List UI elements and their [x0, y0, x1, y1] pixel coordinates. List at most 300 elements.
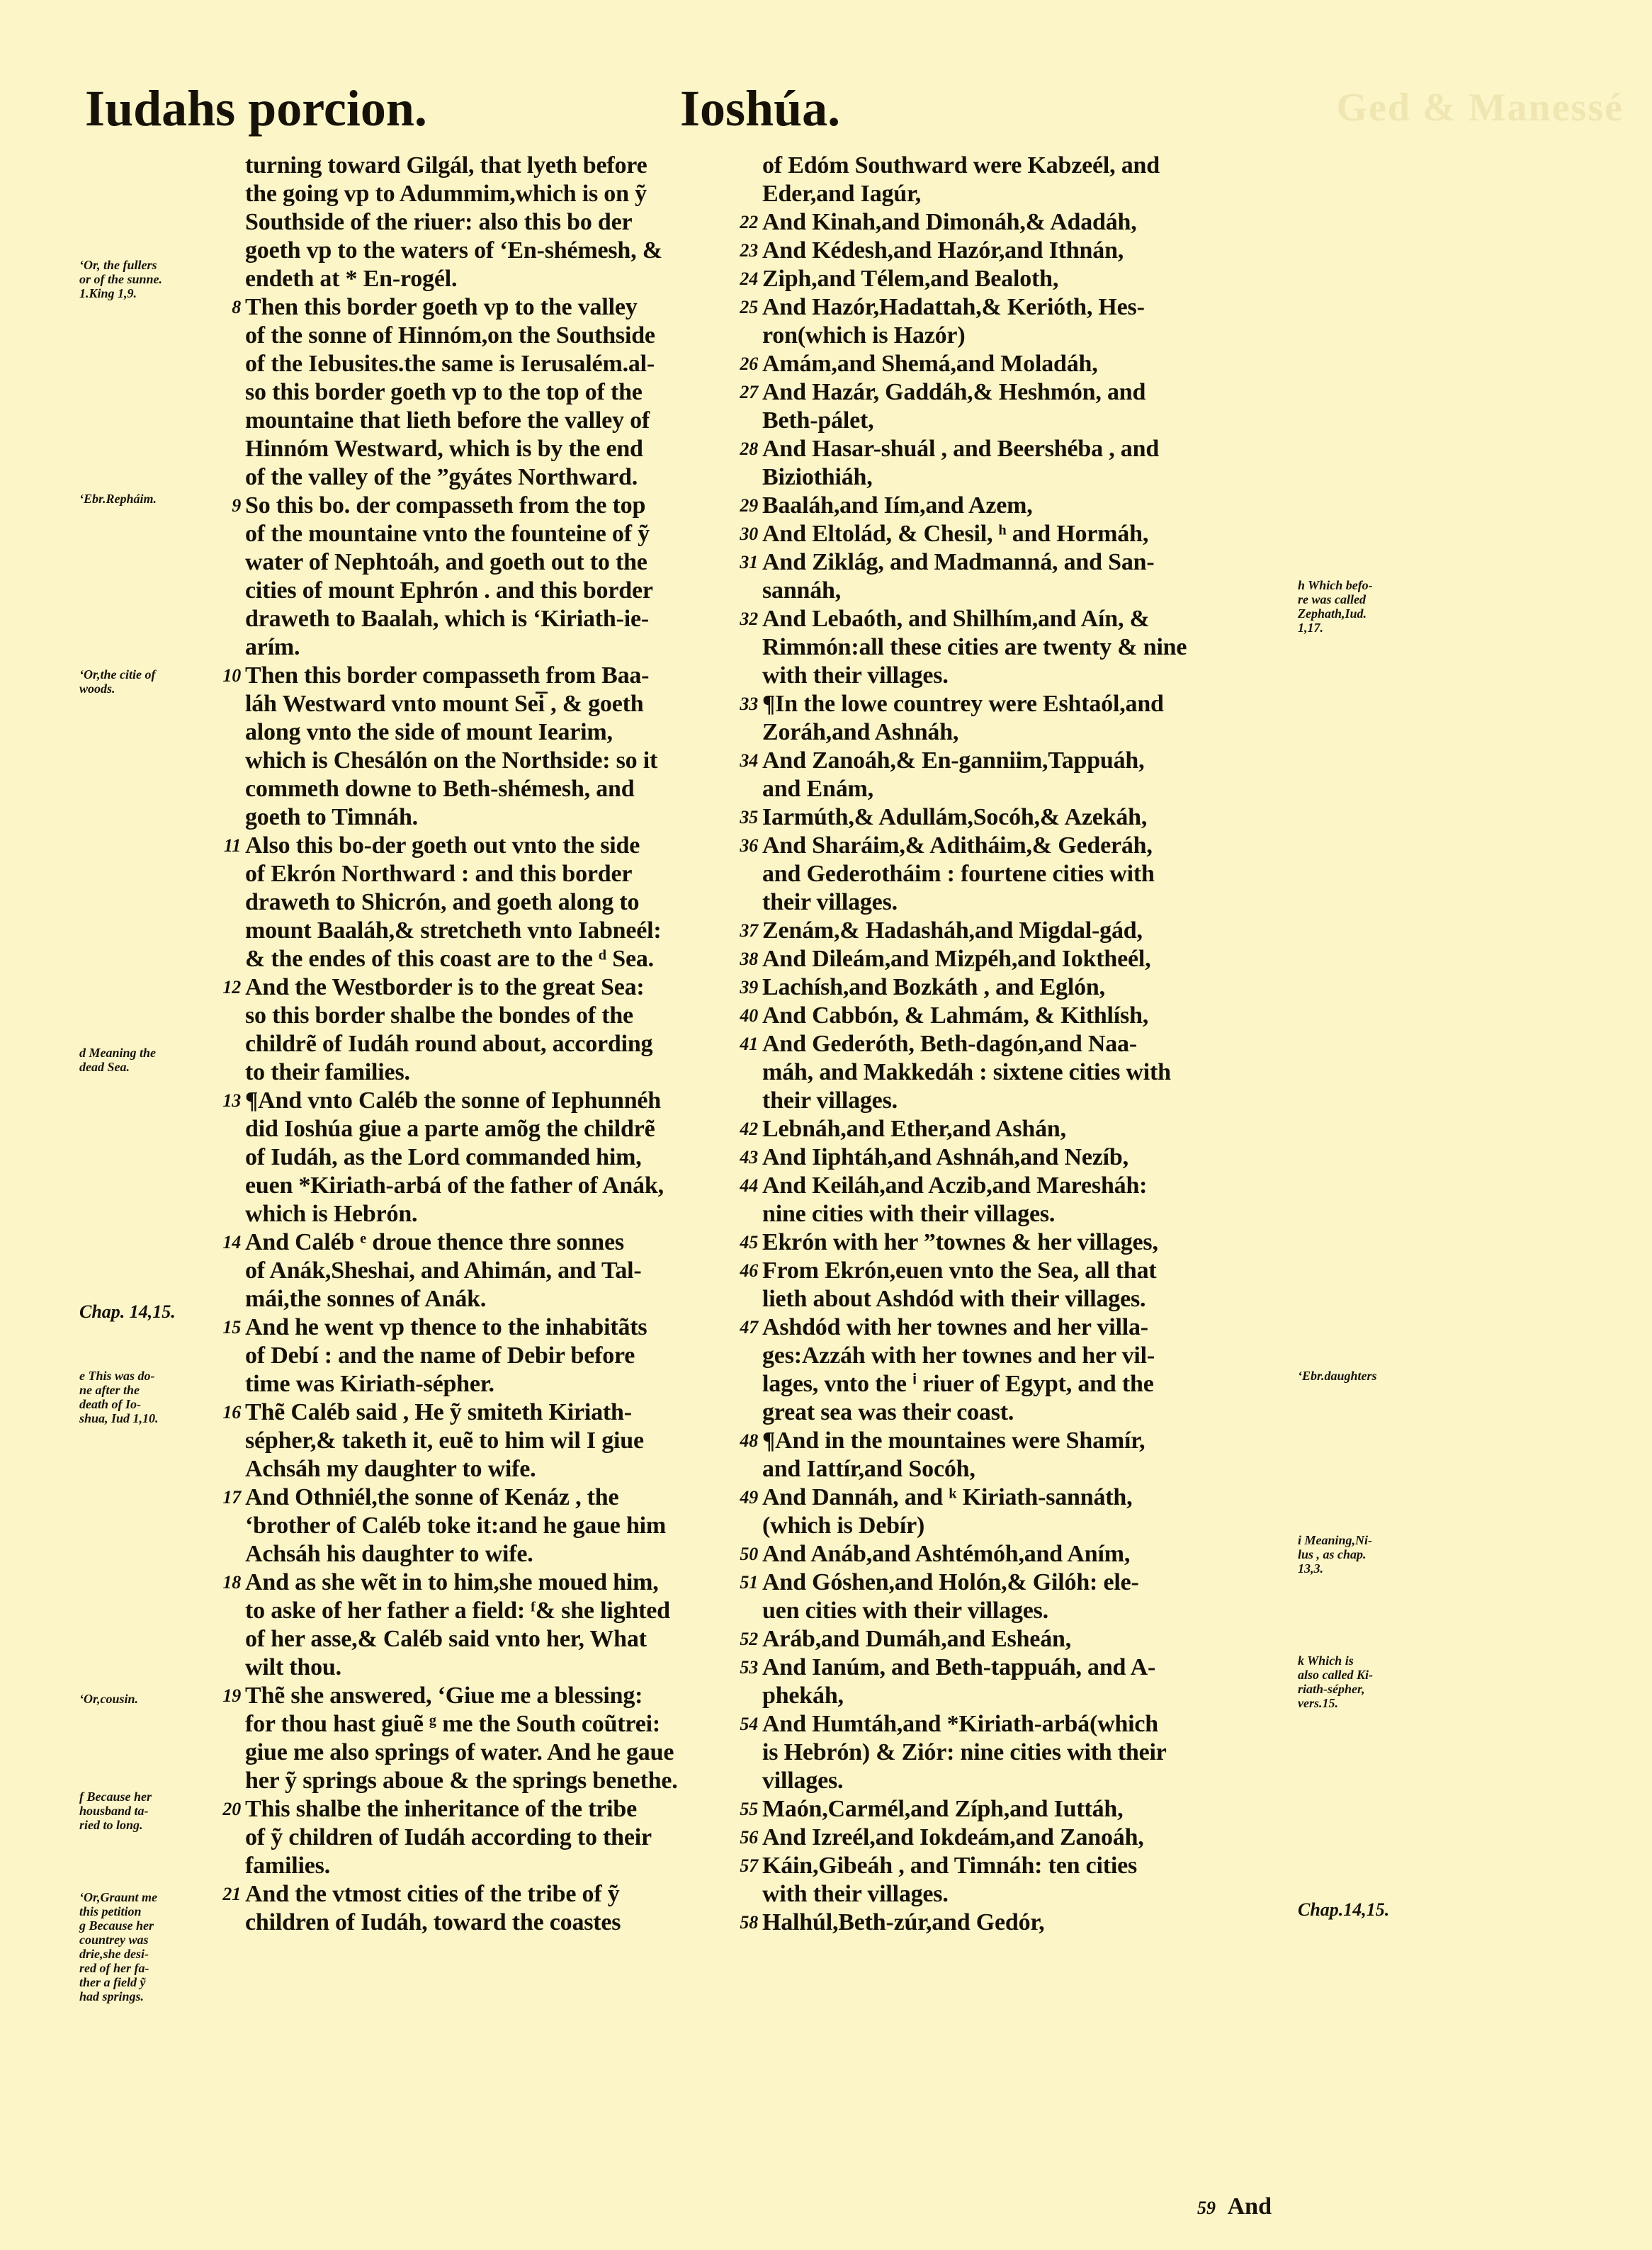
line-text: of the Iebusites.the same is Ierusalém.al-	[245, 351, 655, 377]
text-line	[740, 1002, 1301, 1030]
line-text: Eder,and Iagúr,	[762, 181, 922, 207]
line-text: And Keiláh,and Aczib,and Maresháh:	[762, 1172, 1148, 1199]
text-line	[245, 803, 755, 832]
verse-number: 25	[740, 297, 758, 317]
text-line	[245, 1824, 755, 1852]
text-line	[245, 1852, 755, 1880]
verse-number: 22	[740, 212, 758, 232]
line-text: endeth at * En-rogél.	[245, 266, 458, 292]
line-text: From Ekrón,euen vnto the Sea, all that	[762, 1257, 1157, 1284]
verse-number: 27	[740, 382, 758, 402]
line-text: giue me also springs of water. And he gaue	[245, 1739, 674, 1765]
text-line	[762, 1682, 1301, 1710]
text-line	[245, 1257, 755, 1285]
text-line	[222, 1313, 755, 1342]
line-text: of Iudáh, as the Lord commanded him,	[245, 1144, 642, 1170]
verse-number: 10	[222, 665, 241, 686]
verse-number: 36	[740, 835, 758, 856]
text-line	[740, 265, 1301, 293]
line-text: mái,the sonnes of Anák.	[245, 1286, 487, 1312]
line-text: mount Baaláh,& stretcheth vnto Iabneél:	[245, 917, 662, 944]
line-text: sépher,& taketh it, euẽ to him wil I giue	[245, 1428, 644, 1454]
text-line	[740, 1313, 1301, 1342]
line-text: with their villages.	[762, 1881, 949, 1907]
line-text: ‘brother of Caléb toke it:and he gaue him	[245, 1513, 667, 1539]
verse-number: 57	[740, 1855, 758, 1876]
line-text: childrẽ of Iudáh round about, according	[245, 1031, 653, 1057]
text-line	[740, 1030, 1301, 1058]
text-line	[222, 1682, 755, 1710]
margin-note: i Meaning,Ni- lus , as chap. 13,3.	[1298, 1533, 1373, 1576]
text-line	[245, 888, 755, 917]
verse-number: 44	[740, 1175, 758, 1196]
line-text: for thou hast giuẽ ᵍ me the South coũtrei:	[245, 1711, 660, 1737]
verse-number: 52	[740, 1629, 758, 1649]
margin-note: k Which is also called Ki- riath-sépher, vers.15.	[1298, 1653, 1373, 1710]
line-text: & the endes of this coast are to the ᵈ Sea.	[245, 946, 654, 972]
text-line	[223, 832, 755, 860]
line-text: of ỹ children of Iudáh according to their	[245, 1824, 652, 1850]
text-line	[740, 520, 1301, 548]
text-line	[762, 1597, 1301, 1625]
text-line	[245, 1285, 755, 1313]
line-text: commeth downe to Beth-shémesh, and	[245, 776, 635, 802]
left-text-column	[222, 152, 755, 1937]
line-text: ges:Azzáh with her townes and her vil-	[762, 1342, 1155, 1369]
text-line	[232, 492, 755, 520]
running-head-left: Iudahs porcion.	[85, 80, 427, 137]
line-text: of Ekrón Northward : and this border	[245, 861, 633, 887]
text-line	[762, 662, 1301, 690]
verse-number: 29	[740, 495, 758, 516]
line-text: their villages.	[762, 889, 898, 915]
line-text: her ỹ springs aboue & the springs benethe.	[245, 1768, 678, 1794]
text-line	[245, 1002, 755, 1030]
line-text: Southside of the riuer: also this bo der	[245, 209, 633, 235]
text-line	[245, 1143, 755, 1172]
line-text: did Ioshúa giue a parte amõg the childrẽ	[245, 1116, 655, 1142]
verse-number: 26	[740, 354, 758, 374]
text-line	[740, 1257, 1301, 1285]
text-line	[245, 1030, 755, 1058]
verse-number: 19	[222, 1685, 241, 1706]
line-text: And Izreél,and Iokdeám,and Zanoáh,	[762, 1824, 1144, 1850]
text-line	[740, 747, 1301, 775]
text-line	[245, 1625, 755, 1653]
text-line	[740, 1795, 1301, 1824]
line-text: to their families.	[245, 1059, 410, 1085]
text-line	[245, 350, 755, 378]
line-text: of the mountaine vnto the founteine of ỹ	[245, 521, 650, 547]
line-text: is Hebrón) & Ziór: nine cities with their	[762, 1739, 1167, 1765]
line-text: And Cabbón, & Lahmám, & Kithlísh,	[762, 1002, 1149, 1029]
line-text: And he went vp thence to the inhabitãts	[245, 1314, 647, 1340]
line-text: And Góshen,and Holón,& Gilóh: ele-	[762, 1569, 1139, 1595]
verse-number: 53	[740, 1657, 758, 1678]
margin-note: Chap. 14,15.	[79, 1301, 176, 1322]
verse-number: 28	[740, 439, 758, 459]
text-line	[762, 860, 1301, 888]
text-line	[222, 973, 755, 1002]
verse-number: 9	[232, 495, 241, 516]
text-line	[762, 407, 1301, 435]
line-text: Then this border goeth vp to the valley	[245, 294, 638, 320]
line-text: Lachísh,and Bozkáth , and Eglón,	[762, 974, 1105, 1000]
line-text: ¶And in the mountaines were Shamír,	[762, 1428, 1145, 1454]
text-line	[245, 718, 755, 747]
line-text: And Caléb ᵉ droue thence thre sonnes	[245, 1229, 624, 1255]
line-text: Rimmón:all these cities are twenty & nine	[762, 634, 1187, 660]
margin-note: ‘Or,Graunt me this petition g Because her countrey was drie,she desi- red of her fa- ther a field ỹ had springs.	[79, 1890, 158, 2003]
margin-note: ‘Ebr.daughters	[1298, 1369, 1377, 1383]
text-line	[245, 577, 755, 605]
text-line	[245, 1739, 755, 1767]
text-line	[740, 435, 1301, 463]
text-line	[740, 1427, 1301, 1455]
verse-number: 12	[222, 977, 241, 997]
verse-number: 58	[740, 1912, 758, 1933]
verse-number: 15	[222, 1317, 241, 1338]
text-line	[740, 1710, 1301, 1739]
line-text: so this border goeth vp to the top of the	[245, 379, 643, 405]
verse-number: 48	[740, 1430, 758, 1451]
verse-number: 38	[740, 949, 758, 969]
line-text: along vnto the side of mount Iearim,	[245, 719, 613, 745]
verse-number: 18	[222, 1572, 241, 1593]
verse-number: 49	[740, 1487, 758, 1508]
text-line	[245, 1455, 755, 1483]
line-text: And the Westborder is to the great Sea:	[245, 974, 645, 1000]
text-line	[740, 1143, 1301, 1172]
line-text: Biziothiáh,	[762, 464, 873, 490]
line-text: so this border shalbe the bondes of the	[245, 1002, 633, 1029]
margin-note: Chap.14,15.	[1298, 1899, 1390, 1920]
verse-number: 41	[740, 1034, 758, 1054]
line-text: So this bo. der compasseth from the top	[245, 492, 646, 519]
line-text: And Ziklág, and Madmanná, and San-	[762, 549, 1155, 575]
catchword	[1197, 2193, 1272, 2220]
verse-number: 30	[740, 524, 758, 544]
text-line	[740, 917, 1301, 945]
text-line	[740, 1483, 1301, 1512]
verse-number: 20	[222, 1799, 241, 1819]
line-text: mountaine that lieth before the valley of	[245, 407, 650, 434]
line-text: cities of mount Ephrón . and this border	[245, 577, 653, 604]
catchword-number: 59	[1197, 2198, 1216, 2218]
line-text: Amám,and Shemá,and Moladáh,	[762, 351, 1098, 377]
text-line	[762, 152, 1301, 180]
line-text: of Edóm Southward were Kabzeél, and	[762, 152, 1160, 179]
text-line	[245, 1710, 755, 1739]
line-text: and Gederotháim : fourtene cities with	[762, 861, 1155, 887]
verse-number: 55	[740, 1799, 758, 1819]
text-line	[245, 378, 755, 407]
line-text: Iarmúth,& Adullám,Socóh,& Azekáh,	[762, 804, 1148, 830]
text-line	[762, 577, 1301, 605]
verse-number: 16	[222, 1402, 241, 1423]
line-text: And Eltolád, & Chesil, ʰ and Hormáh,	[762, 521, 1149, 547]
line-text: uen cities with their villages.	[762, 1598, 1048, 1624]
text-line	[762, 1200, 1301, 1228]
line-text: And Sharáim,& Aditháim,& Gederáh,	[762, 832, 1153, 859]
text-line	[245, 860, 755, 888]
verse-number: 31	[740, 552, 758, 572]
line-text: And Iiphtáh,and Ashnáh,and Nezíb,	[762, 1144, 1128, 1170]
verse-number: 14	[222, 1232, 241, 1253]
line-text: And Hazór,Hadattah,& Kerióth, Hes-	[762, 294, 1145, 320]
text-line	[762, 1455, 1301, 1483]
verse-number: 42	[740, 1119, 758, 1139]
verse-number: 40	[740, 1005, 758, 1026]
line-text: Káin,Gibeáh , and Timnáh: ten cities	[762, 1853, 1138, 1879]
line-text: which is Chesálón on the Northside: so it	[245, 747, 658, 774]
verse-number: 39	[740, 977, 758, 997]
catchword-text: And	[1227, 2193, 1272, 2220]
text-line	[245, 1597, 755, 1625]
text-line	[245, 407, 755, 435]
text-line	[222, 1087, 755, 1115]
line-text: And Hasar-shuál , and Beershéba , and	[762, 436, 1160, 462]
text-line	[245, 237, 755, 265]
text-line	[245, 1540, 755, 1568]
margin-note: d Meaning the dead Sea.	[79, 1046, 157, 1074]
text-line	[245, 633, 755, 662]
text-line	[245, 1653, 755, 1682]
margin-note: ‘Ebr.Repháim.	[79, 492, 157, 506]
line-text: Ekrón with her ”townes & her villages,	[762, 1229, 1158, 1255]
show-through-heading: Ged & Manessé	[1336, 86, 1624, 130]
text-line	[245, 548, 755, 577]
right-text-column	[740, 152, 1301, 1937]
line-text: And the vtmost cities of the tribe of ỹ	[245, 1881, 620, 1907]
text-line	[245, 1342, 755, 1370]
text-line	[222, 1568, 755, 1597]
text-line	[245, 208, 755, 237]
text-line	[245, 1058, 755, 1087]
margin-note: ‘Or, the fullers or of the sunne. 1.King 1,9.	[79, 258, 163, 300]
line-text: goeth vp to the waters of ‘En-shémesh, &	[245, 237, 662, 264]
text-line	[762, 1880, 1301, 1909]
line-text: Thẽ she answered, ‘Giue me a blessing:	[245, 1683, 643, 1709]
verse-number: 8	[232, 297, 241, 317]
text-line	[245, 747, 755, 775]
text-line	[245, 945, 755, 973]
margin-note: e This was do- ne after the death of Io- shua, Iud 1,10.	[79, 1369, 159, 1425]
text-line	[245, 1512, 755, 1540]
line-text: And Lebaóth, and Shilhím,and Aín, &	[762, 606, 1150, 632]
line-text: lieth about Ashdód with their villages.	[762, 1286, 1146, 1312]
verse-number: 11	[223, 835, 241, 856]
text-line	[232, 293, 755, 322]
line-text: Achsáh his daughter to wife.	[245, 1541, 533, 1567]
line-text: Maón,Carmél,and Zíph,and Iuttáh,	[762, 1796, 1124, 1822]
line-text: And Othniél,the sonne of Kenáz , the	[245, 1484, 619, 1510]
verse-number: 21	[222, 1884, 241, 1904]
line-text: This shalbe the inheritance of the tribe	[245, 1796, 637, 1822]
line-text: Lebnáh,and Ether,and Ashán,	[762, 1116, 1066, 1142]
text-line	[245, 180, 755, 208]
line-text: Baaláh,and Iím,and Azem,	[762, 492, 1033, 519]
text-line	[245, 322, 755, 350]
verse-number: 32	[740, 609, 758, 629]
verse-number: 17	[222, 1487, 241, 1508]
text-line	[245, 1370, 755, 1398]
line-text: phekáh,	[762, 1683, 844, 1709]
text-line	[245, 1172, 755, 1200]
text-line	[740, 1625, 1301, 1653]
line-text: Ashdód with her townes and her villa-	[762, 1314, 1148, 1340]
line-text: which is Hebrón.	[245, 1201, 418, 1227]
text-line	[762, 1398, 1301, 1427]
text-line	[762, 1058, 1301, 1087]
line-text: their villages.	[762, 1087, 898, 1114]
text-line	[762, 718, 1301, 747]
text-line	[740, 1852, 1301, 1880]
text-line	[740, 832, 1301, 860]
line-text: families.	[245, 1853, 331, 1879]
verse-number: 50	[740, 1544, 758, 1564]
verse-number: 45	[740, 1232, 758, 1253]
line-text: láh Westward vnto mount Sei̅ , & goeth	[245, 691, 644, 717]
line-text: And Zanoáh,& En-ganniim,Tappuáh,	[762, 747, 1145, 774]
text-line	[245, 1427, 755, 1455]
text-line	[245, 1909, 755, 1937]
text-line	[740, 1824, 1301, 1852]
verse-number: 46	[740, 1260, 758, 1281]
text-line	[222, 1880, 755, 1909]
verse-number: 51	[740, 1572, 758, 1593]
line-text: wilt thou.	[245, 1654, 341, 1680]
verse-number: 13	[222, 1090, 241, 1111]
text-line	[762, 1512, 1301, 1540]
line-text: the going vp to Adummim,which is on ỹ	[245, 181, 647, 207]
line-text: And Ianúm, and Beth-tappuáh, and A-	[762, 1654, 1156, 1680]
line-text: And Dileám,and Mizpéh,and Ioktheél,	[762, 946, 1151, 972]
text-line	[740, 1115, 1301, 1143]
line-text: Halhúl,Beth-zúr,and Gedór,	[762, 1909, 1045, 1935]
text-line	[762, 322, 1301, 350]
text-line	[740, 1172, 1301, 1200]
margin-note: ‘Or,the citie of woods.	[79, 667, 156, 696]
text-line	[762, 1370, 1301, 1398]
text-line	[740, 690, 1301, 718]
text-line	[762, 1767, 1301, 1795]
text-line	[245, 690, 755, 718]
line-text: Thẽ Caléb said , He ỹ smiteth Kiriath-	[245, 1399, 632, 1425]
text-line	[740, 492, 1301, 520]
line-text: draweth to Shicrón, and goeth along to	[245, 889, 640, 915]
text-line	[740, 237, 1301, 265]
margin-note: f Because her housband ta- ried to long.	[79, 1790, 152, 1832]
text-line	[245, 605, 755, 633]
text-line	[740, 378, 1301, 407]
line-text: And Anáb,and Ashtémóh,and Aním,	[762, 1541, 1131, 1567]
line-text: of the sonne of Hinnóm,on the Southside	[245, 322, 655, 349]
verse-number: 24	[740, 268, 758, 289]
line-text: great sea was their coast.	[762, 1399, 1014, 1425]
text-line	[762, 463, 1301, 492]
line-text: of Debí : and the name of Debir before	[245, 1342, 635, 1369]
text-line	[762, 1285, 1301, 1313]
verse-number: 35	[740, 807, 758, 827]
line-text: of Anák,Sheshai, and Ahimán, and Tal-	[245, 1257, 642, 1284]
verse-number: 54	[740, 1714, 758, 1734]
verse-number: 56	[740, 1827, 758, 1848]
text-line	[245, 775, 755, 803]
text-line	[740, 945, 1301, 973]
line-text: and Enám,	[762, 776, 873, 802]
text-line	[245, 265, 755, 293]
line-text: sannáh,	[762, 577, 842, 604]
text-line	[740, 208, 1301, 237]
text-line	[245, 1200, 755, 1228]
running-head-book: Ioshúa.	[680, 80, 841, 137]
text-line	[762, 633, 1301, 662]
text-line	[762, 1739, 1301, 1767]
line-text: Zenám,& Hadasháh,and Migdal-gád,	[762, 917, 1143, 944]
verse-number: 34	[740, 750, 758, 771]
line-text: Then this border compasseth from Baa-	[245, 662, 650, 689]
text-line	[762, 180, 1301, 208]
line-text: Also this bo-der goeth out vnto the side	[245, 832, 640, 859]
line-text: And Gederóth, Beth-dagón,and Naa-	[762, 1031, 1137, 1057]
line-text: arím.	[245, 634, 300, 660]
line-text: goeth to Timnáh.	[245, 804, 418, 830]
text-line	[245, 1767, 755, 1795]
line-text: And Hazár, Gaddáh,& Heshmón, and	[762, 379, 1146, 405]
line-text: to aske of her father a field: ᶠ& she lighted	[245, 1598, 670, 1624]
line-text: villages.	[762, 1768, 844, 1794]
line-text: Zoráh,and Ashnáh,	[762, 719, 959, 745]
verse-number: 33	[740, 694, 758, 714]
line-text: time was Kiriath-sépher.	[245, 1371, 494, 1397]
text-line	[740, 548, 1301, 577]
line-text: And Dannáh, and ᵏ Kiriath-sannáth,	[762, 1484, 1133, 1510]
text-line	[222, 1398, 755, 1427]
line-text: of her asse,& Caléb said vnto her, What	[245, 1626, 647, 1652]
line-text: nine cities with their villages.	[762, 1201, 1056, 1227]
margin-note: ‘Or,cousin.	[79, 1692, 139, 1706]
text-line	[762, 888, 1301, 917]
line-text: children of Iudáh, toward the coastes	[245, 1909, 621, 1935]
line-text: And Kinah,and Dimonáh,& Adadáh,	[762, 209, 1137, 235]
text-line	[245, 917, 755, 945]
line-text: (which is Debír)	[762, 1513, 925, 1539]
line-text: Hinnóm Westward, which is by the end	[245, 436, 643, 462]
line-text: draweth to Baalah, which is ‘Kiriath-ie-	[245, 606, 649, 632]
line-text: turning toward Gilgál, that lyeth before	[245, 152, 647, 179]
verse-number: 47	[740, 1317, 758, 1338]
text-line	[740, 803, 1301, 832]
line-text: And Kédesh,and Hazór,and Ithnán,	[762, 237, 1124, 264]
line-text: euen *Kiriath-arbá of the father of Anák,	[245, 1172, 664, 1199]
text-line	[222, 1795, 755, 1824]
text-line	[740, 1909, 1301, 1937]
text-line	[740, 350, 1301, 378]
verse-number: 43	[740, 1147, 758, 1168]
text-line	[222, 662, 755, 690]
text-line	[245, 520, 755, 548]
text-line	[762, 1342, 1301, 1370]
text-line	[762, 775, 1301, 803]
text-line	[245, 152, 755, 180]
text-line	[740, 1653, 1301, 1682]
line-text: water of Nephtoáh, and goeth out to the	[245, 549, 647, 575]
line-text: Ziph,and Télem,and Bealoth,	[762, 266, 1059, 292]
text-line	[740, 1568, 1301, 1597]
text-line	[245, 1115, 755, 1143]
text-line	[740, 605, 1301, 633]
